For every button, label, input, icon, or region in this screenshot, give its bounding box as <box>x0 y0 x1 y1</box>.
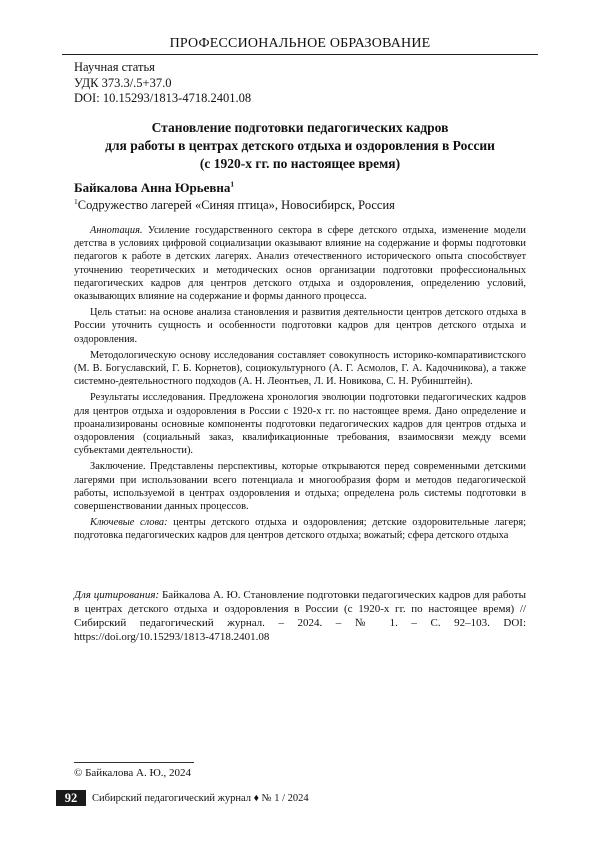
citation-text: Байкалова А. Ю. Становление подготовки педагогических кадров для работы в центрах детского отдыха и оздоровления в России (с 1920-х гг. по настоящее время) // Сибирский педагогический журнал. – 2024. – № 1. – С. 92–103. DOI: https://doi.org/10.15293/1813-4718.2401.08 <box>74 589 526 643</box>
abstract-results: Результаты исследования. Предложена хронология эволюции подготовки педагогических кадров для центров отдыха и оздоровления в России с 1920-х гг. по настоящее время. Дано определение и проанализированы основные компоненты подготовки педагогических кадров для центров отдыха и оздоровления (социальный заказ, квалификационные требования, взаимосвязи между всеми субъектами деятельности). <box>74 391 526 457</box>
keywords-label: Ключевые слова: <box>90 517 168 528</box>
citation-block <box>74 588 526 644</box>
title-line: Становление подготовки педагогических кадров <box>70 119 530 137</box>
author-name <box>74 180 234 196</box>
udc-code: УДК 373.3/.5+37.0 <box>74 76 251 92</box>
abstract-aim: Цель статьи: на основе анализа становления и развития деятельности центров детского отдыха в России уточнить сущность и особенности подготовки кадров для центров детского отдыха и оздоровления. <box>74 306 526 346</box>
keywords-text: центры детского отдыха и оздоровления; детские оздоровительные лагеря; подготовка педагогических кадров для центров детского отдыха; вожатый; сфера детского отдыха <box>74 517 526 541</box>
abstract-text: Усиление государственного сектора в сфере детского отдыха, изменение модели детства в условиях цифровой социализации оказывают влияние на содержание и формы подготовки педагогов к работе в детских лагерях. Анализ отечественного исторического опыта способствует уточнению теоретических и методических основ организации подготовки профессиональных педагогических кадров для центров детского отдыха и оздоровления, определению условий, оказывающих влияние на содержание и формы данного процесса. <box>74 225 526 302</box>
copyright-footnote: © Байкалова А. Ю., 2024 <box>74 767 191 779</box>
article-page <box>0 0 600 855</box>
title-line: для работы в центрах детского отдыха и оздоровления в России <box>70 137 530 155</box>
title-line: (с 1920-х гг. по настоящее время) <box>70 155 530 173</box>
abstract-conclusion: Заключение. Представлены перспективы, которые открываются перед современными детскими лагерями при использовании всего потенциала и многообразия форм и методов педагогической работы, используемой в центрах оздоровления и отдыха; определена роль системы подготовки в совершенствовании данных процессов. <box>74 460 526 513</box>
article-title <box>70 119 530 173</box>
author-text: Байкалова Анна Юрьевна <box>74 180 230 195</box>
abstract <box>74 224 526 546</box>
page-number: 92 <box>56 790 86 806</box>
footnote-divider <box>74 762 194 763</box>
abstract-label: Аннотация. <box>90 225 143 236</box>
article-type: Научная статья <box>74 60 251 76</box>
article-meta <box>74 60 251 107</box>
journal-info: Сибирский педагогический журнал ♦ № 1 / 2024 <box>92 793 309 804</box>
running-header: ПРОФЕССИОНАЛЬНОЕ ОБРАЗОВАНИЕ <box>62 36 538 55</box>
author-superscript: 1 <box>230 180 234 189</box>
citation-label: Для цитирования: <box>74 589 159 601</box>
page-footer <box>56 790 309 806</box>
keywords <box>74 516 526 542</box>
affiliation-text: Содружество лагерей «Синяя птица», Новосибирск, Россия <box>78 198 395 212</box>
doi: DOI: 10.15293/1813-4718.2401.08 <box>74 91 251 107</box>
author-affiliation <box>74 198 395 213</box>
abstract-method: Методологическую основу исследования составляет совокупность историко-компаративистского (М. В. Богуславский, Г. Б. Корнетов), социокультурного (А. Г. Асмолов, Г. А. Кадочникова), а также системно-деятельностного подходов (А. Н. Леонтьев, Л. И. Новикова, С. Н. Рубинштейн). <box>74 349 526 389</box>
affiliation-superscript: 1 <box>74 197 78 206</box>
abstract-paragraph <box>74 224 526 303</box>
citation <box>74 588 526 644</box>
